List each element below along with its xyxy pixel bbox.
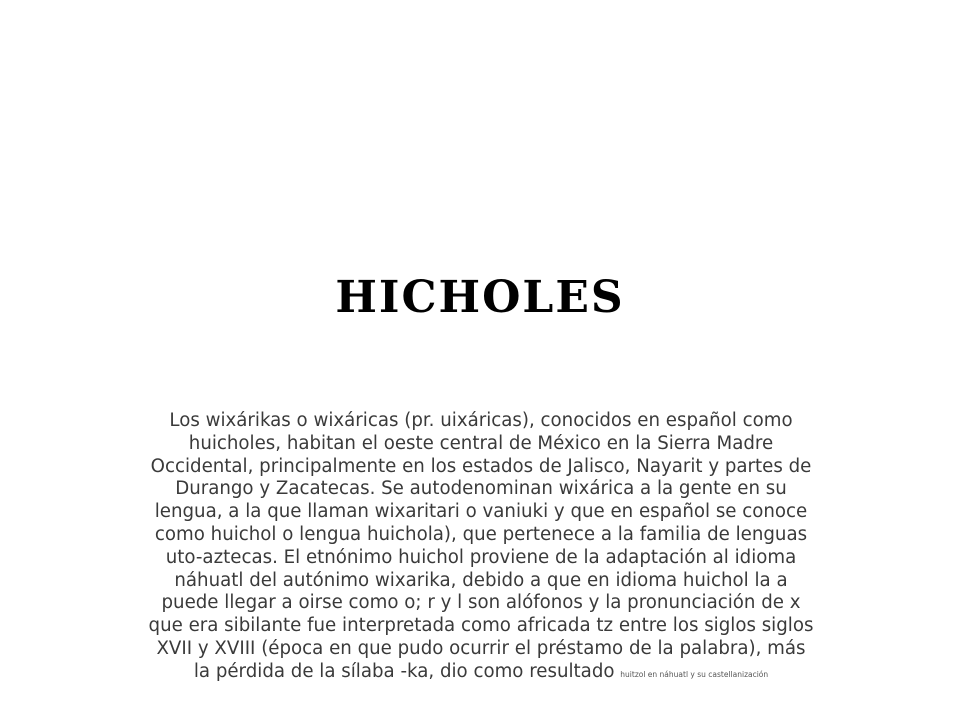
body-paragraph-overflow: huitzol en náhuatl y su castellanización	[620, 669, 769, 679]
slide-title: HICHOLES	[335, 272, 625, 323]
slide-body-text	[148, 410, 814, 684]
body-paragraph-main: Los wixárikas o wixáricas (pr. uixáricas), conocidos en español como huicholes, habitan el oeste central de México en la Sierra Madre Occidental, principalmente en los estados de Jalisco, Nayarit y partes de Durango y Zacatecas. Se autodenominan wixárica a la gente en su lengua, a la que llaman wixaritari o vaniuki y que en español se conoce como huichol o lengua huichola), que pertenece a la familia de lenguas uto-aztecas. El etnónimo huichol proviene de la adaptación al idioma náhuatl del autónimo wixarika, debido a que en idioma huichol la a puede llegar a oirse como o; r y l son alófonos y la pronunciación de x que era sibilante fue interpretada como africada tz entre los siglos siglos XVII y XVIII (época en que pudo ocurrir el préstamo de la palabra), más la pérdida de la sílaba -ka, dio como resultado	[148, 410, 814, 682]
